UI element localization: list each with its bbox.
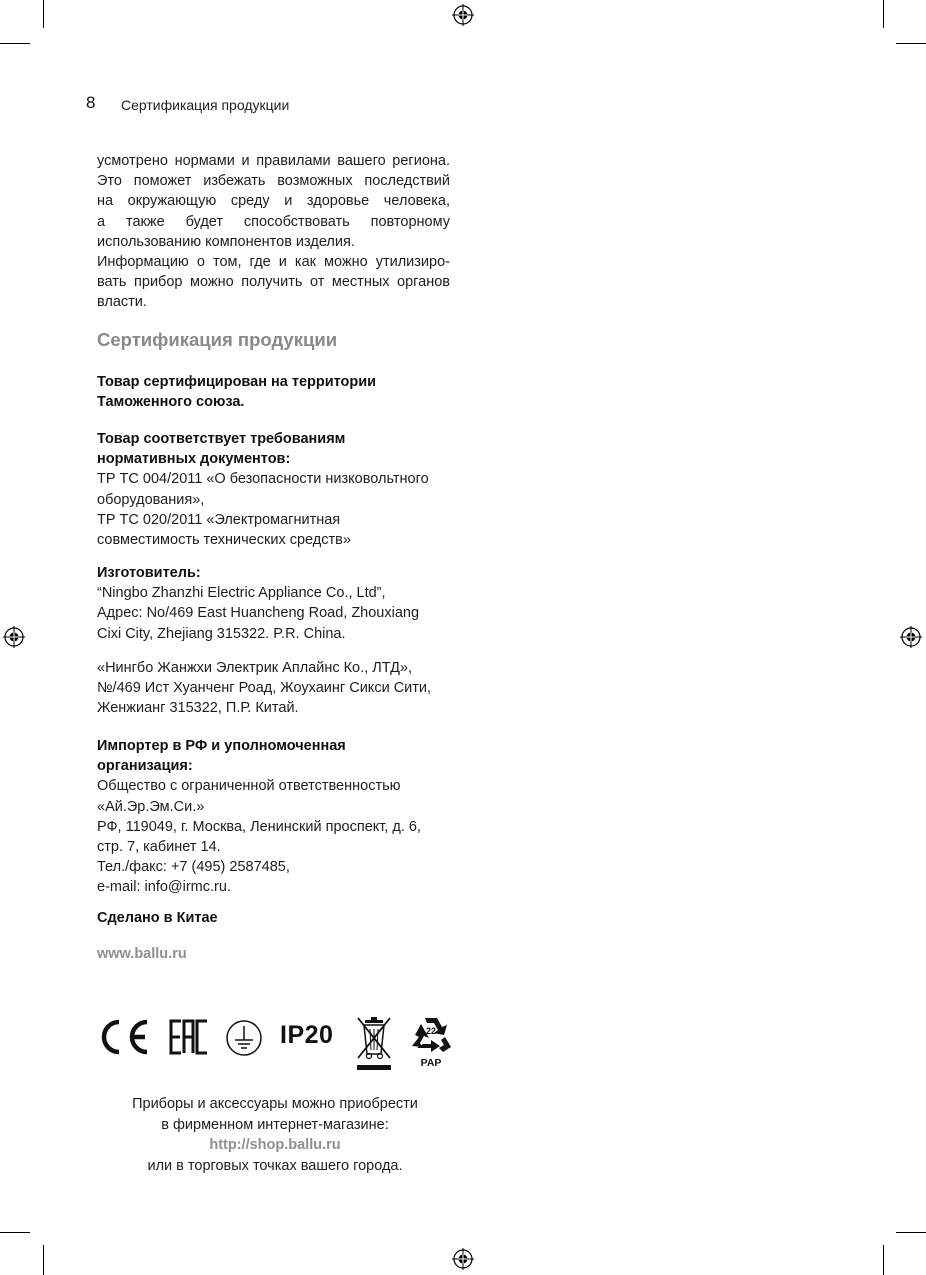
footer-line: или в торговых точках вашего города. [147,1157,403,1174]
intro-paragraph [97,151,450,313]
ip-rating: IP20 [280,1021,334,1049]
importer-line: РФ, 119049, г. Москва, Ленинский проспект, д. 6, [97,818,421,835]
manufacturer-line: Cixi City, Zhejiang 315322. P.R. China. [97,625,346,642]
page-number: 8 [86,93,96,112]
importer-line: «Ай.Эр.Эм.Си.» [97,798,205,815]
certification-line: Таможенного союза. [97,394,245,411]
manufacturer-line: Женжианг 315322, П.Р. Китай. [97,700,299,717]
registration-mark-icon [452,1248,474,1270]
intro-line: а также будет способствовать повторному [97,213,450,230]
certification-statement [97,372,450,412]
compliance-line: совместимость технических средств» [97,532,351,549]
intro-line: Это поможет избежать возможных последствий [97,173,450,190]
manufacturer-line: «Нингбо Жанжхи Электрик Аплайнс Ко., ЛТД», [97,660,413,676]
crop-mark [0,43,30,44]
footer-line: Приборы и аксессуары можно приобрести [132,1096,418,1112]
manufacturer-heading: Изготовитель: [97,565,201,581]
importer-line: Общество с ограниченной ответственностью [97,778,401,795]
recycling-number: 22 [425,1026,436,1036]
importer-heading: Импортер в РФ и уполномоченная [97,738,346,754]
crop-mark [896,43,926,44]
running-title: Сертификация продукции [121,97,290,113]
section-title: Сертификация продукции [97,329,338,350]
importer-line: e-mail: info@irmc.ru. [97,879,231,896]
website-link[interactable]: www.ballu.ru [97,946,187,962]
manufacturer-line: “Ningbo Zhanzhi Electric Appliance Co., Ltd”, [97,585,386,602]
origin-statement: Сделано в Китае [97,910,218,926]
registration-mark-icon [452,4,474,26]
crop-mark [0,1232,30,1233]
intro-line: власти. [97,294,147,311]
compliance-heading: нормативных документов: [97,451,291,468]
intro-line: Информацию о том, где и как можно утилизиро- [97,254,450,271]
shop-link[interactable]: http://shop.ballu.ru [209,1137,341,1153]
certification-line: Товар сертифицирован на территории [97,374,377,390]
manufacturer-block [97,563,450,644]
compliance-line: ТР ТС 020/2011 «Электромагнитная [97,511,341,528]
footer-line: в фирменном интернет-магазине: [161,1116,389,1133]
ce-mark-icon [97,1018,153,1056]
registration-mark-icon [3,626,25,648]
crop-mark [883,1245,884,1275]
protective-earth-icon [225,1019,263,1057]
weee-bin-icon [355,1014,393,1072]
importer-block [97,736,450,898]
recycling-mark [409,1014,453,1072]
crop-mark [43,0,44,28]
crop-mark [896,1232,926,1233]
manufacturer-ru-block [97,658,450,719]
compliance-heading: Товар соответствует требованиям [97,431,346,447]
compliance-line: оборудования», [97,491,205,508]
crop-mark [43,1245,44,1275]
compliance-block [97,429,450,550]
intro-line: использованию компонентов изделия. [97,233,355,250]
importer-line: стр. 7, кабинет 14. [97,839,221,856]
crop-mark [883,0,884,28]
compliance-line: ТР ТС 004/2011 «О безопасности низковольтного [97,471,429,488]
eac-mark-icon [169,1018,209,1056]
registration-mark-icon [900,626,922,648]
importer-line: Тел./факс: +7 (495) 2587485, [97,859,290,876]
certification-marks [97,1012,457,1072]
intro-line: на окружающую среду и здоровье человека, [97,193,450,210]
intro-line: вать прибор можно получить от местных органов [97,274,450,291]
recycling-code: PAP [420,1057,442,1069]
manufacturer-line: №/469 Ист Хуанченг Роад, Жоухаинг Сикси Сити, [97,680,432,697]
importer-heading: организация: [97,758,193,775]
intro-line: усмотрено нормами и правилами вашего региона. [97,153,450,169]
footer [90,1094,460,1176]
manufacturer-line: Адрес: No/469 East Huancheng Road, Zhouxiang [97,605,420,622]
